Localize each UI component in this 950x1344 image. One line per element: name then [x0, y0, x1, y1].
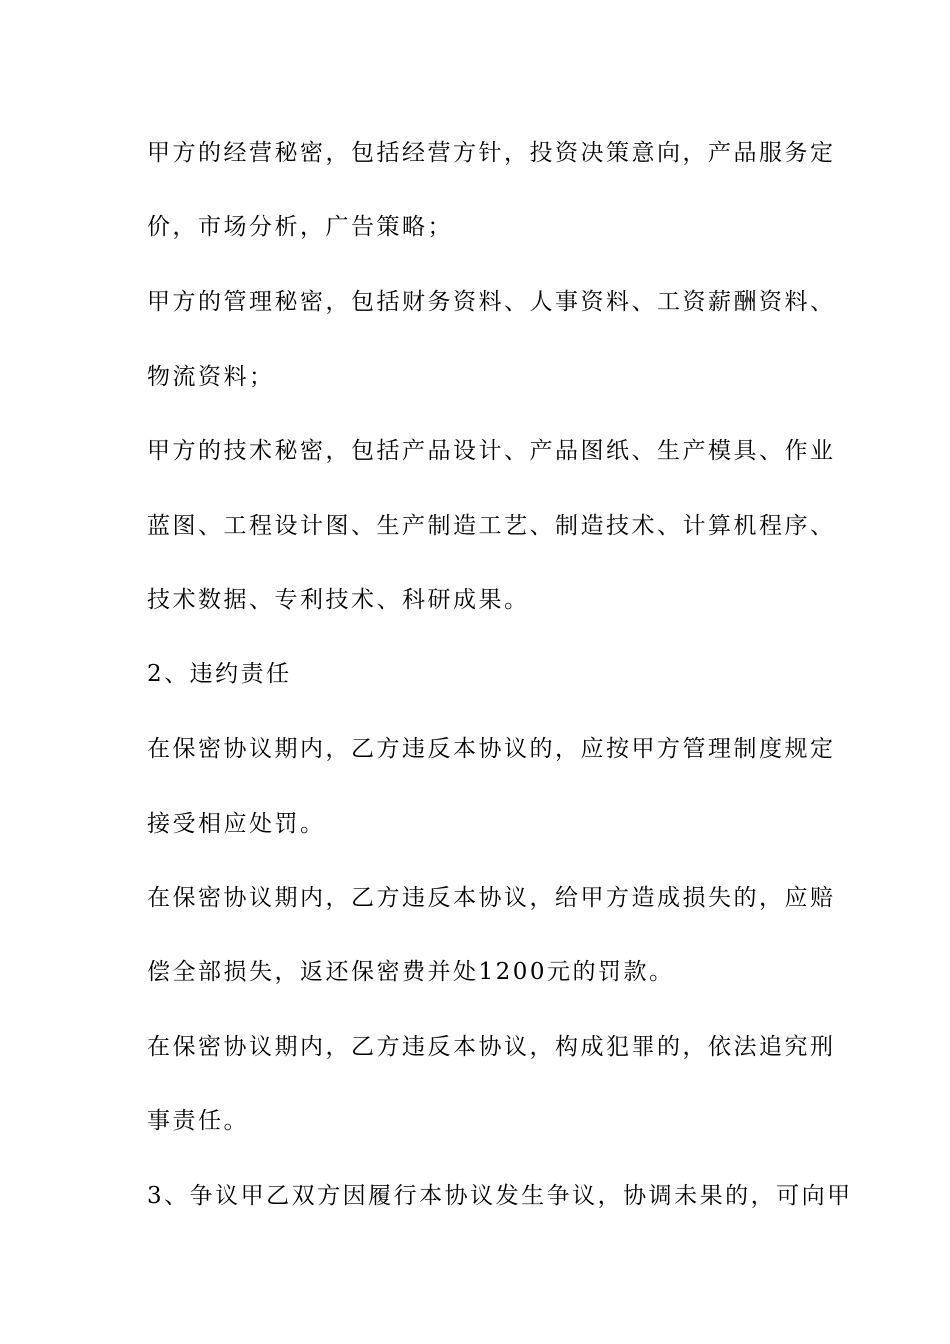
- text-line: 在保密协议期内，乙方违反本协议，构成犯罪的，依法追究刑: [147, 1034, 836, 1060]
- text-line: 3、争议甲乙双方因履行本协议发生争议，协调未果的，可向甲: [147, 1183, 853, 1209]
- text-line: 价，市场分析，广告策略；: [147, 214, 453, 240]
- text-line: 物流资料；: [147, 364, 275, 390]
- text-line: 在保密协议期内，乙方违反本协议，给甲方造成损失的，应赔: [147, 885, 836, 911]
- text-line: 偿全部损失，返还保密费并处1200元的罚款。: [147, 959, 675, 985]
- text-line: 甲方的经营秘密，包括经营方针，投资决策意向，产品服务定: [147, 140, 836, 166]
- text-line: 事责任。: [147, 1108, 249, 1134]
- text-line: 接受相应处罚。: [147, 811, 326, 837]
- text-line: 甲方的管理秘密，包括财务资料、人事资料、工资薪酬资料、: [147, 289, 836, 315]
- text-line: 蓝图、工程设计图、生产制造工艺、制造技术、计算机程序、: [147, 513, 836, 539]
- text-line: 技术数据、专利技术、科研成果。: [147, 587, 530, 613]
- text-line: 在保密协议期内，乙方违反本协议的，应按甲方管理制度规定: [147, 736, 836, 762]
- text-line: 甲方的技术秘密，包括产品设计、产品图纸、生产模具、作业: [147, 438, 836, 464]
- section-heading: 2、违约责任: [147, 661, 292, 687]
